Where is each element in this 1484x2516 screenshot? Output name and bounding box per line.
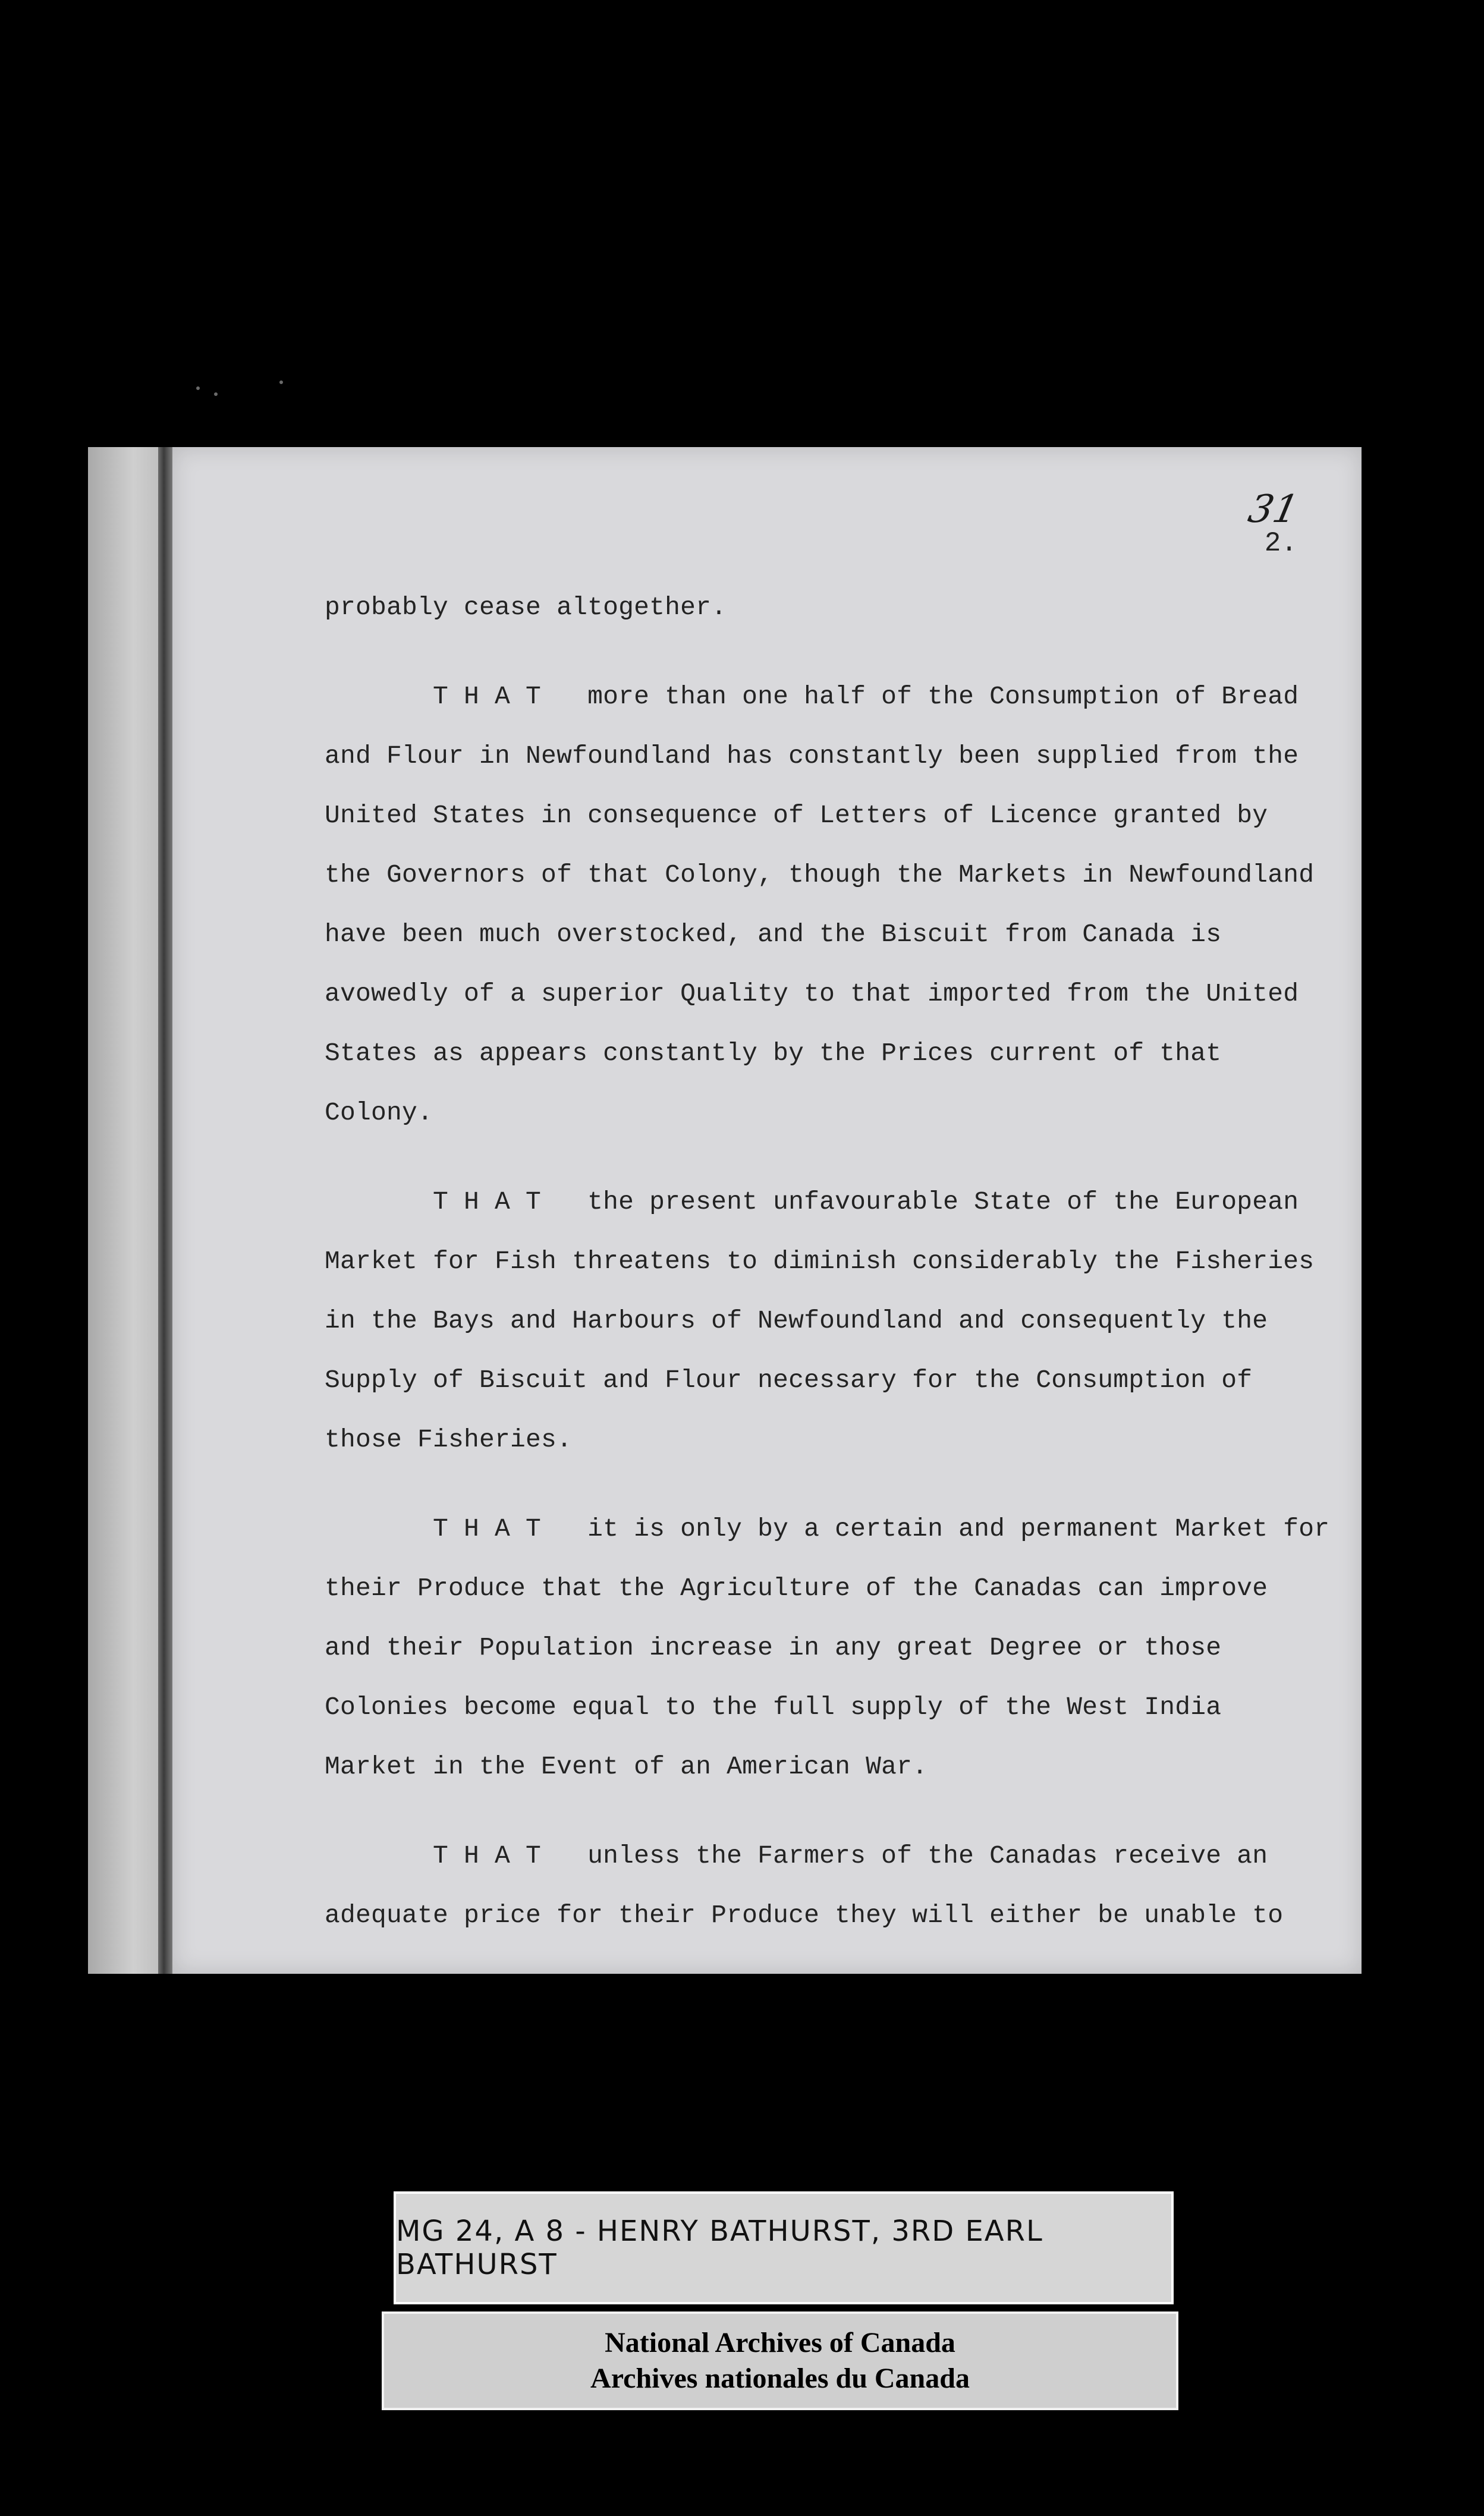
text-line: Colony.	[325, 1098, 433, 1127]
text-line: adequate price for their Produce they will either be unable to	[325, 1901, 1284, 1930]
paragraph-gap	[325, 1143, 1359, 1172]
text-line: T H A T it is only by a certain and permanent Market for	[325, 1514, 1330, 1543]
folio-number: 31	[1244, 488, 1302, 531]
collection-label-text: MG 24, A 8 - HENRY BATHURST, 3RD EARL BATHURST	[396, 2215, 1043, 2281]
text-line: their Produce that the Agriculture of the Canadas can improve	[325, 1574, 1268, 1603]
text-line: probably cease altogether.	[325, 593, 727, 622]
paragraph-gap	[325, 1470, 1359, 1499]
text-line: the Governors of that Colony, though the Markets in Newfoundland	[325, 860, 1315, 889]
text-line: T H A T unless the Farmers of the Canadas receive an	[325, 1841, 1268, 1870]
text-line: States as appears constantly by the Prices current of that	[325, 1039, 1222, 1068]
paragraph-gap	[325, 637, 1359, 667]
page-binding	[158, 447, 172, 1974]
text-line: Colonies become equal to the full supply of the West India	[325, 1693, 1222, 1722]
text-line: Market in the Event of an American War.	[325, 1752, 928, 1781]
text-line: T H A T the present unfavourable State of the European	[325, 1187, 1299, 1216]
archive-stamp	[382, 2311, 1178, 2410]
left-page-edge	[88, 447, 164, 1974]
typed-text-body	[325, 578, 1359, 1945]
collection-label	[394, 2191, 1174, 2304]
text-line: T H A T more than one half of the Consumption of Bread	[325, 682, 1299, 711]
text-line: have been much overstocked, and the Biscuit from Canada is	[325, 920, 1222, 949]
text-line: Supply of Biscuit and Flour necessary for the Consumption of	[325, 1366, 1253, 1395]
typed-page	[172, 447, 1362, 1974]
document-scan	[88, 447, 1367, 1974]
paragraph-gap	[325, 1797, 1359, 1826]
text-line: and their Population increase in any great Degree or those	[325, 1633, 1222, 1662]
text-line: and Flour in Newfoundland has constantly been supplied from the	[325, 741, 1299, 770]
page-number: 2.	[1264, 528, 1297, 559]
film-speck	[214, 392, 218, 396]
film-speck	[279, 380, 283, 384]
text-line: Market for Fish threatens to diminish considerably the Fisheries	[325, 1247, 1315, 1276]
text-line: those Fisheries.	[325, 1425, 573, 1454]
text-line: avowedly of a superior Quality to that imported from the United	[325, 979, 1299, 1008]
archive-name-en: National Archives of Canada	[605, 2327, 955, 2358]
text-line: United States in consequence of Letters of Licence granted by	[325, 801, 1268, 830]
film-speck	[196, 386, 200, 390]
text-line: in the Bays and Harbours of Newfoundland and consequently the	[325, 1306, 1268, 1335]
archive-name-fr: Archives nationales du Canada	[590, 2363, 970, 2394]
